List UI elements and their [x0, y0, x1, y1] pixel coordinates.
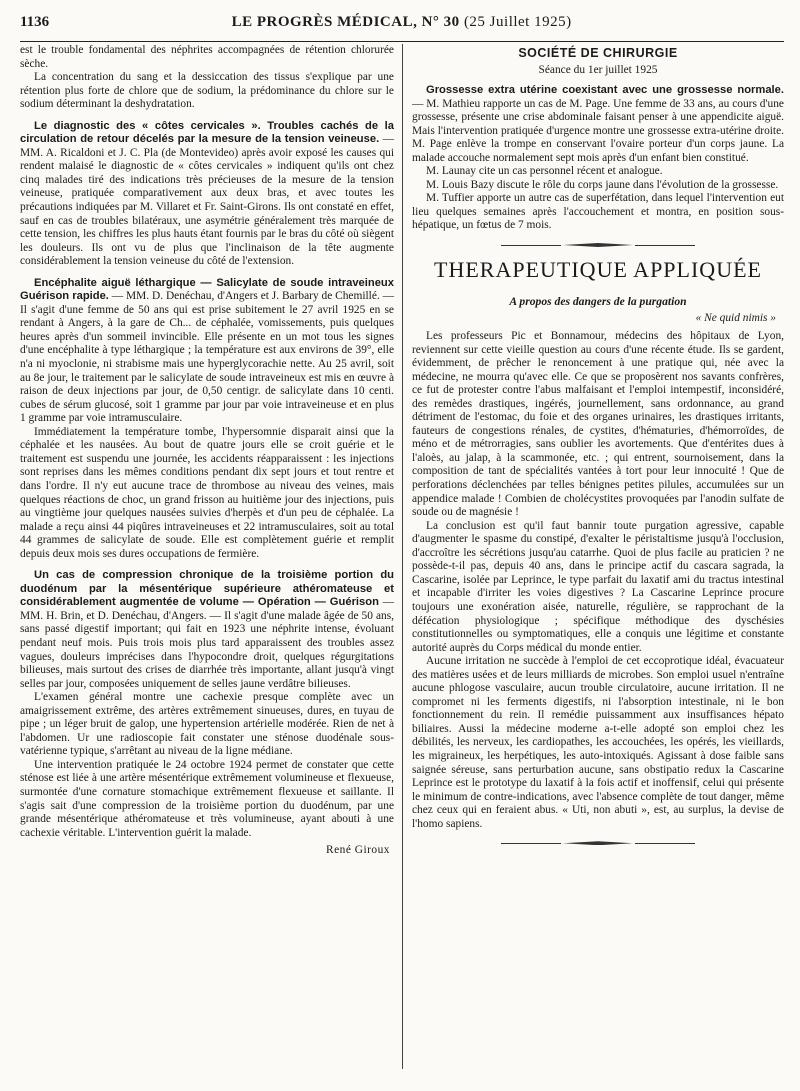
- article-body: — MM. D. Denéchau, d'Angers et J. Barbary de Chemillé. — Il s'agit d'une femme de 50 ans qui est prise subitement le 27 avril 1925 en se rendant à Angers, à la gare de Ch... de céphalée, vomissements, puis quelques heures après d'un sommeil invincible. Elle présente en un mot tous les signes d'une encéphalite à type léthargique ; la température est aux environs de 39°, elle n'a ni myoclonie, ni strabisme mais une hyperglycorachie nette. Au 25 avril, soit au 8e jour, le traitement par le salicylate de soude intraveineux est mis en œuvre à raison de deux injections par jour, de 0,50 centigr. de salicylate dans 10 centi. cubes de sérum glucosé, soit 1 gramme par jour par voie intraveineuse et en plus 1 gramme par voie intramusculaire.: [20, 290, 394, 425]
- article-heading: Le diagnostic des « côtes cervicales ». Troubles cachés de la circulation de retour décelés par la mesure de la tension veineuse.: [20, 119, 394, 146]
- session-date: Séance du 1er juillet 1925: [538, 64, 658, 76]
- section-title: SOCIÉTÉ DE CHIRURGIE: [518, 46, 678, 60]
- page-number: 1136: [20, 14, 50, 30]
- paragraph: La conclusion est qu'il faut bannir toute purgation agressive, capable d'augmenter le spasme du constipé, d'exalter le péristaltisme jusqu'à l'occlusion, d'accroître les sécrétions jusqu'au catarrhe. Quoi de plus facile au praticien ? ne possède-t-il pas, depuis 40 ans, dans le principe actif du cascara sagrada, la Cascarine, isolée par Leprince, le type parfait du laxatif ami du tractus intestinal et incapable d'irriter les voies digestives ? La Cascarine Leprince procure toujours une exonération aisée, naturelle, régulière, se rapprochant de la défécation physiologique ; spécifique méthodique des dyschésies constitutionnelles ou symptomatiques, elle a conquis une légitime et constante autorité auprès du Corps médical du monde entier.: [412, 519, 784, 654]
- paragraph: Une intervention pratiquée le 24 octobre 1924 permet de constater que cette sténose est liée à une artère mésentérique extrêmement volumineuse et flexueuse, surmontée d'une cornature stomachique extrêmement flexueuse et saillante. Il s'agis sait d'une compression de la troisième portion du duodénum, par une grande mésentérique athéromateuse et très volumineuse, ayant abouti à une cachexie véritable. L'intervention guérit la malade.: [20, 758, 394, 839]
- article-encephalitis: [20, 277, 394, 426]
- paragraph: M. Launay cite un cas personnel récent et analogue.: [426, 165, 663, 178]
- running-head: [232, 14, 572, 31]
- paragraph: Aucune irritation ne succède à l'emploi de cet eccoprotique idéal, évacuateur des matières usées et de leurs milliards de microbes. Son emploi usuel n'entraîne aucune phlogose vasculaire, aucun trouble circulatoire, aucune irritation. Il ne compromet ni les ferments digestifs, ni l'absorption intestinale, ni le bon fonctionnement du rein. Il remédie puissamment aux insuffisances hépato biliaires. Aussi la médecine moderne a-t-elle adopté son emploi chez les débilités, les nerveux, les cardiopathes, les accouchées, les opérés, les vieillards, les migraineux, les herpétiques, les auto-intoxiqués. Agissant à dose faible sans saignée séreuse, sans perturbation aucune, sans obstipatio redux la Cascarine Leprince est le prototype du laxatif à la fois actif et inoffensif, celui qui présente le minimum de contre-indications, avec l'absence complète de tout danger, même chez ceux qui en feraient abus. « Uti, non abuti », est, au surplus, la devise de l'homo sapiens.: [412, 655, 784, 830]
- paragraph: L'examen général montre une cachexie presque complète avec un amaigrissement extrême, des artères extrêmement sinueuses, dures, en tuyau de pipe ; un léger bruit de galop, une hypertension artérielle modérée. Rien de net à l'abdomen. Ur une radioscopie fait constater une sténose duodénale sous-vatérienne typique, s'arrêtant au niveau de la ligne médiane.: [20, 691, 394, 758]
- ornamental-rule: [412, 243, 784, 247]
- left-column: [20, 44, 394, 856]
- paragraph: Les professeurs Pic et Bonnamour, médecins des hôpitaux de Lyon, reviennent sur cette vieille question au cours d'une récente étude. Ils se gardent, évidemment, de prêcher le renoncement à une pratique qui, née avec la médecine, ne mourra qu'avec elle. Ce que se proposèrent nos savants confrères, ce fut de protester contre l'abus malfaisant et l'emploi intempestif, inconsidéré, des remèdes drastiques, ingérés, journellement, sans ordonnance, au grand détriment de l'estomac, du foie et des organes urinaires, les drastiques irritants, fauteurs de congestions rénales, de cystites, d'hématuries, d'hémorroïdes, de méno et de métrorragies, sans oublier les avortements. Que d'entérites dues à l'aloès, au jalap, à la scammonée, etc. ; qui entrent, sournoisement, dans la composition de tant de spécialités vantées à tort pour leur innocuité ! Que de perforations déclenchées par telles bénignes petites pilules, accumulées sur un appendice malade ! Combien de cholécystites provoquées par l'anodin sulfate de soude ou de magnésie !: [412, 330, 784, 519]
- issue-date: (25 Juillet 1925): [463, 14, 572, 30]
- article-subtitle: A propos des dangers de la purgation: [509, 295, 687, 309]
- paragraph: M. Tuffier apporte un autre cas de superfétation, dans lequel l'intervention eut lieu quelques semaines après l'accouchement et montra, en position sous-hépatique, un fœtus de 7 mois.: [412, 192, 784, 232]
- paragraph: est le trouble fondamental des néphrites accompagnées de rétention chlorurée sèche.: [20, 44, 394, 70]
- article-cervical-ribs: [20, 120, 394, 269]
- article-duodenum: [20, 569, 394, 691]
- therapeutics-title: THERAPEUTIQUE APPLIQUÉE: [434, 257, 762, 283]
- column-divider: [402, 44, 403, 1069]
- newspaper-page: [20, 14, 784, 1082]
- motto: « Ne quid nimis »: [695, 312, 776, 325]
- ornamental-rule: [412, 841, 784, 845]
- article-body: — MM. A. Ricaldoni et J. C. Pla (de Montevideo) après avoir exposé les causes qui rendent malaisé le diagnostic de « côtes cervicales » indiquent qu'ils ont chez cinq malades tiré des indications très précieuses de la mesure de la tension veineuse, pratiquée comparativement aux deux bras, et avec toutes les précautions indiquées par M. Villaret et Fr. Saint-Girons. Ils ont constaté en effet, sauf en cas de troubles bilatéraux, une asymétrie généralement très marquée de cette tension, les chiffres les plus hauts étant fournis par le bras du côté où siègent les douleurs. Ils ont vu de plus que l'inclinaison de la tête augmente considérablement la tension veineuse du côté de l'extension.: [20, 133, 394, 268]
- article-body: — MM. H. Brin, et D. Denéchau, d'Angers. — Il s'agit d'une malade âgée de 50 ans, sans passé digestif important; qui fait en 1923 une néphrite intense, évoluant pendant neuf mois. Puis trois mois plus tard apparaissent des troubles assez vagues, douleurs imprécises dans l'hypocondre droit, quelques régurgitations bilieuses, mais surtout des crises de diarrhée très importante, allant jusqu'à vingt selles par jour, composées uniquement de selles jaune verdâtre bilieuses.: [20, 596, 394, 690]
- article-heading: Encéphalite aiguë léthargique — Salicylate de soude intraveineux Guérison rapide.: [20, 276, 394, 303]
- article-heading: Un cas de compression chronique de la troisième portion du duodénum par la mésentérique supérieure athéromateuse et considérablement augmentée de volume — Opération — Guérison: [20, 569, 394, 609]
- article-ectopic: [412, 84, 784, 165]
- paragraph: Immédiatement la température tombe, l'hypersomnie disparait ainsi que la céphalée et les nausées. Au bout de quatre jours elle se croit guérie et le traitement est suspendu une journée, les accidents réapparaissent : les injections sont reprises dans les mêmes conditions pendant dix sept jours et tout rentre et dans l'ordre. Il n'y eut aucune trace de thrombose au niveau des veines, mais quelques réactions de choc, un grand frisson au huitième jour des injections, puis au vingtième jour quelques nausées suivies d'herpès et d'un peu de céphalée. La malade a reçu ainsi 44 piqûres intraveineuses et 22 intramusculaires, soit au total 44 grammes de salicylate de soude. Elle est complètement guérie et remplit depuis deux mois ses dures occupations de fermière.: [20, 425, 394, 560]
- article-heading: Grossesse extra utérine coexistant avec une grossesse normale.: [426, 84, 784, 96]
- page-header: [20, 14, 784, 42]
- right-column: [412, 44, 784, 855]
- columns: [20, 44, 784, 1082]
- paragraph: M. Louis Bazy discute le rôle du corps jaune dans l'évolution de la grossesse.: [426, 178, 779, 191]
- signature: René Giroux: [325, 844, 390, 857]
- paragraph: La concentration du sang et la dessiccation des tissus s'explique par une rétention plus forte de chlore que de sodium, la prédominance du chlore sur le sodium déterminant la deshydratation.: [20, 71, 394, 111]
- journal-name: LE PROGRÈS MÉDICAL, N° 30: [231, 14, 460, 30]
- article-body: — M. Mathieu rapporte un cas de M. Page. Une femme de 33 ans, au cours d'une grossesse, présente une crise abdominale faisant penser à une appendicite aiguë. Mais l'intervention pratiquée d'urgence montre une grossesse extra-utérine droite. M. Page enlève la trompe en conservant l'ovaire porteur d'un corps jaune. La malade accouche normalement sept mois après d'un enfant bien constitué.: [412, 97, 784, 164]
